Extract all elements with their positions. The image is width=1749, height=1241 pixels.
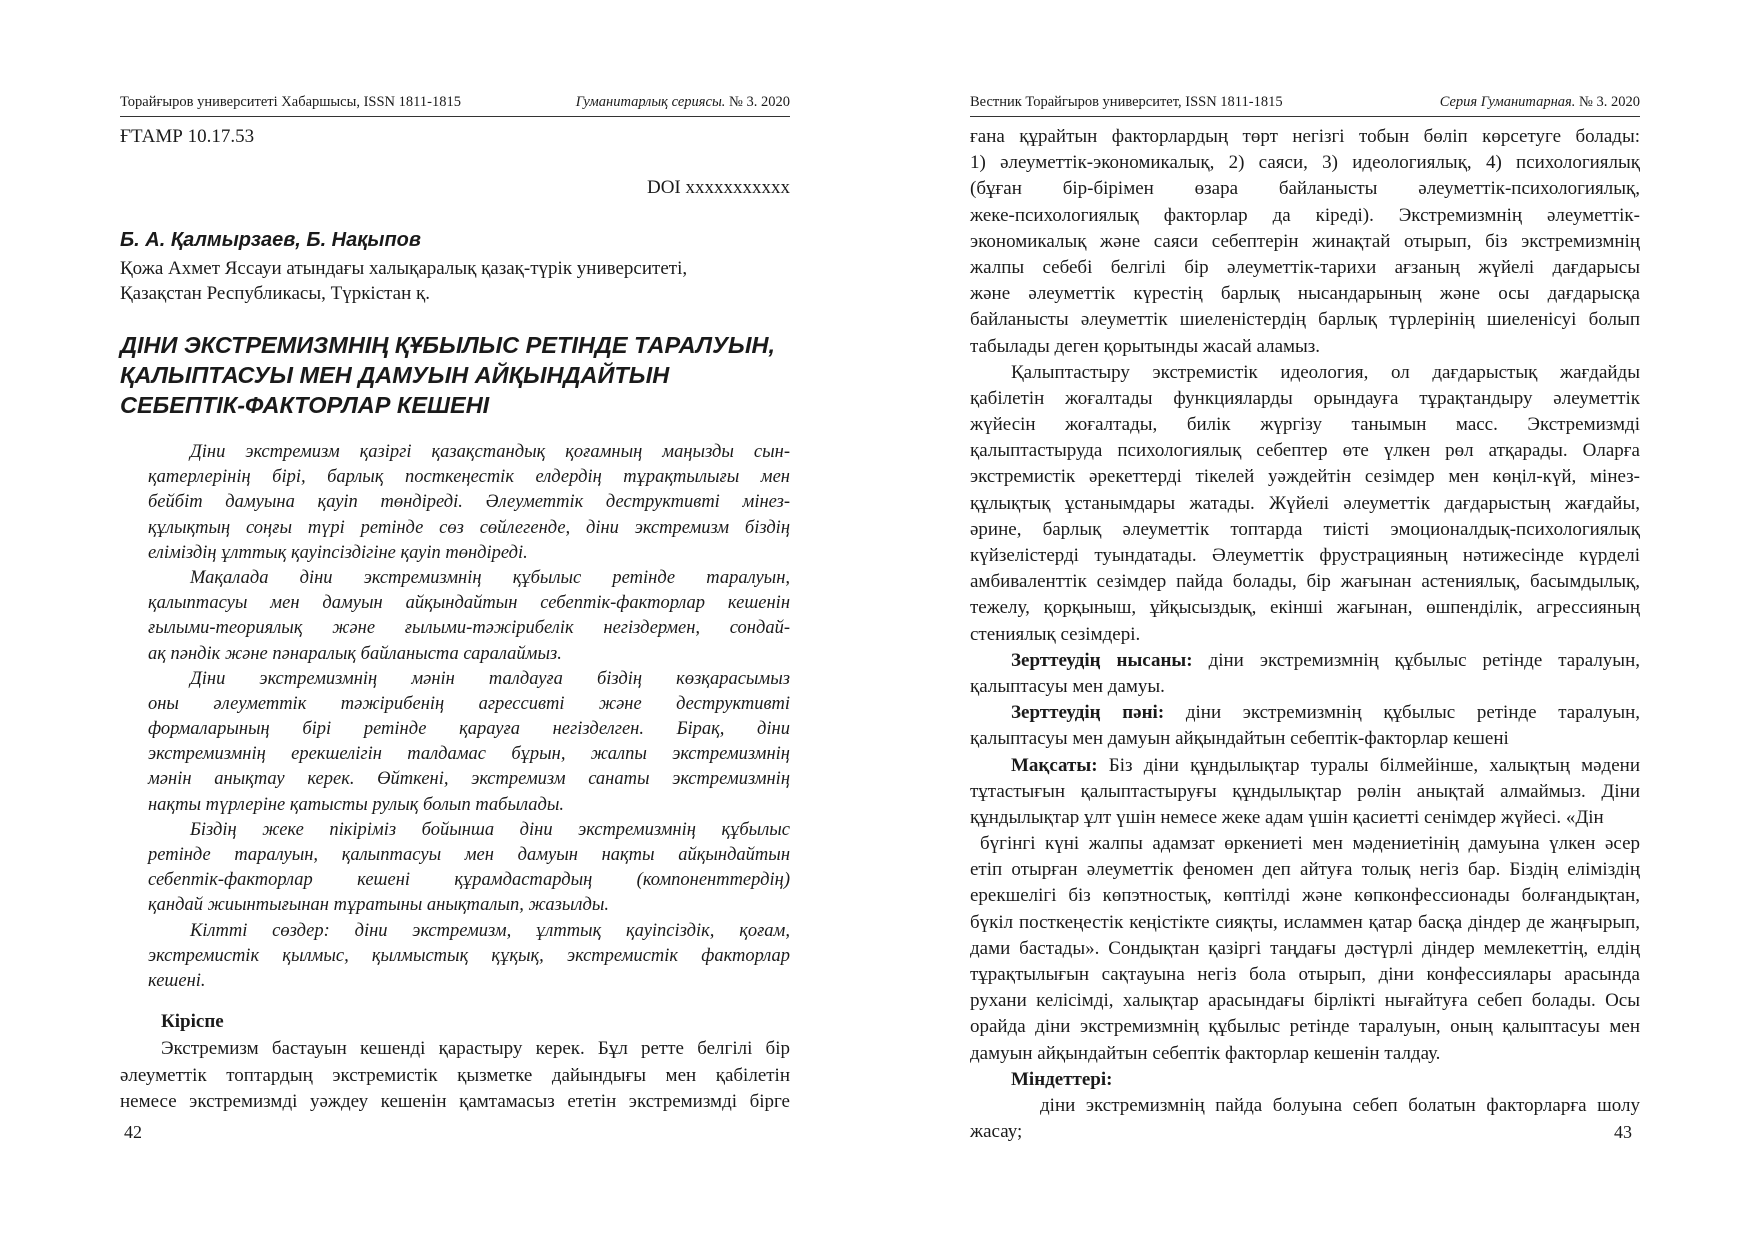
body-line: бүгінгі күні жалпы адамзат өркениеті мен мәдениетінің дамуына үлкен әсер: [980, 833, 1640, 855]
abstract-line: экстремизмнің ерекшелігін талдамас бұрын, жалпы экстремизмнің: [148, 744, 790, 765]
abstract-line: Діни экстремизмнің мәнін талдауға біздің көзқарасымыз: [190, 668, 790, 689]
abstract-line: формаларының бірі ретінде қарауға негізделген. Бірақ, діни: [148, 719, 790, 740]
body-line: ғана құрайтын факторлардың төрт негізгі тобын бөліп көрсетуге болады:: [970, 126, 1640, 147]
body-line: экономикалық және саяси себептерін жинақтай отырып, біз экстремизмнің: [970, 230, 1640, 252]
tasks-heading: [970, 1067, 1640, 1093]
abstract-line: қатерлерінің бірі, барлық посткеңестік елдердің тұрақтылығы мен: [148, 467, 790, 488]
body-text: [970, 124, 1640, 1145]
authors: Б. А. Қалмырзаев, Б. Нақыпов: [120, 229, 421, 251]
section-heading-intro: Кіріспе: [161, 1011, 224, 1032]
title-line: ДІНИ ЭКСТРЕМИЗМНІҢ ҚҰБЫЛЫС РЕТІНДЕ ТАРАЛУЫН,: [120, 332, 775, 358]
body-line: қалыптасуы мен дамуын айқындайтын себептік-факторлар кешені: [970, 728, 1509, 750]
body-line: әлеуметтік топтардың экстремистік қызметке дайындығы мен қабілетін: [120, 1064, 790, 1086]
body-line: Қалыптастыру экстремистік идеология, ол дағдарыстық жағдайды: [1011, 361, 1640, 383]
body-line: жалпы себебі белгілі бір әлеуметтік-тарихи ағзаның жүйелі дағдарысы: [970, 256, 1640, 278]
body-line: әрине, барлық әлеуметтік топтарда тиісті эмоционалдық-психологиялық: [970, 518, 1640, 540]
affiliation-line: Қазақстан Республикасы, Түркістан қ.: [120, 283, 431, 304]
abstract-line: Мақалада діни экстремизмнің құбылыс ретінде таралуын,: [190, 567, 790, 588]
series-name: Серия Гуманитарная.: [1439, 94, 1576, 110]
abstract-line: қалыптасуы мен дамуын айқындайтын себептік-факторлар кешенін: [148, 593, 790, 614]
body-line: тұрақтылығын сақтауына негіз бола отырып, діни конфессиялары арасында: [970, 964, 1640, 985]
abstract-line: Біздің жеке пікіріміз бойынша діни экстремизмнің құбылыс: [190, 819, 790, 840]
body-line: 1) әлеуметтік-экономикалық, 2) саяси, 3) идеологиялық, 4) психологиялық: [970, 152, 1640, 174]
body-line: құлықтық ұстанымдары жатады. Жүйелі әлеуметтік дағдарыстың жағдайы,: [970, 492, 1640, 514]
abstract-line: мәнін анықтау керек. Өйткені, экстремизм санаты экстремизмнің: [148, 769, 790, 790]
running-head: [970, 92, 1640, 117]
abstract: [148, 440, 790, 994]
body-line: жасау;: [970, 1121, 1023, 1143]
abstract-line: қандай жиынтығынан тұратыны анықталып, жазылды.: [148, 895, 610, 916]
body-line: бүкіл посткеңестік кеңістікте сияқты, исламмен қатар басқа діндер де жаңғырып,: [970, 911, 1640, 933]
affiliation-line: Қожа Ахмет Яссауи атындағы халықаралық қазақ-түрік университеті,: [120, 258, 688, 279]
body-line: күйзелістерді туындатады. Әлеуметтік фрустрацияның нәтижесінде күрделі: [970, 545, 1640, 566]
keywords-line: кешені.: [148, 970, 206, 991]
right-page: [970, 0, 1640, 1241]
abstract-line: себептік-факторлар кешені құрамдастардың (компоненттердің): [148, 870, 790, 891]
abstract-line: ретінде таралуын, қалыптасуы мен дамуын нақты айқындайтын: [148, 845, 790, 865]
body-line: экстремистік әрекеттерді тікелей уәждейтін сезімдер мен көңіл-күй, мінез-: [970, 466, 1640, 488]
body-line: стениялық сезімдері.: [970, 623, 1141, 645]
body-line: орайда діни экстремизмнің құбылыс ретінде таралуын, оның қалыптасуы мен: [970, 1016, 1640, 1038]
body-line: немесе экстремизмді уәждеу кешенін қамтамасыз ететін экстремизмді бірге: [120, 1091, 790, 1112]
tasks-label: Міндеттері:: [1011, 1068, 1113, 1090]
abstract-line: ғылыми-теориялық және ғылыми-тәжірибелік негіздермен, сондай-: [148, 618, 790, 639]
abstract-line: еліміздің ұлттық қауіпсіздігіне қауіп төндіреді.: [148, 542, 528, 563]
series-name: Гуманитарлық сериясы.: [575, 94, 726, 110]
goal-label: Мақсаты:: [1011, 754, 1098, 776]
body-line: байланысты әлеуметтік шиеленістердің барлық түрлерінің шиеленісуі болып: [970, 309, 1640, 331]
left-page: [120, 0, 790, 1241]
body-line: қалыптастыруда психологиялық себептер өте үлкен рөл атқарады. Оларға: [970, 440, 1640, 462]
gramp-code: ҒТАМР 10.17.53: [120, 126, 255, 147]
body-line: рухани келісімді, халықтар арасындағы бірлікті нығайтуға себеп болады. Осы: [970, 990, 1640, 1012]
title-line: СЕБЕПТІК-ФАКТОРЛАР КЕШЕНІ: [120, 392, 490, 418]
body-line: (бұған бір-бірімен өзара байланысты әлеуметтік-психологиялық,: [970, 178, 1640, 200]
body-line: тұтастығын қалыптастыруғы құндылықтар рөлін анықтай алмаймыз. Діни: [970, 780, 1640, 802]
body-line: жүйесін жоғалтады, билік жүргізу танымын масс. Экстремизмді: [970, 414, 1640, 436]
research-subject: Зерттеудің пәні: діни экстремизмнің құбылыс ретінде таралуын,: [1011, 702, 1641, 724]
body-line: тежелу, қорқыныш, ұйқысыздық, екінші жағынан, өшпенділік, агрессияның: [970, 597, 1640, 619]
body-line: амбиваленттік сезімдер пайда болады, бір жағынан астениялық, басымдылық,: [970, 571, 1640, 593]
keywords-line: экстремистік қылмыс, қылмыстық құқық, экстремистік факторлар: [148, 945, 790, 966]
title-line: ҚАЛЫПТАСУЫ МЕН ДАМУЫН АЙҚЫНДАЙТЫН: [120, 362, 670, 388]
abstract-line: бейбіт дамуына қауіп төндіреді. Әлеуметтік деструктивті мінез-: [148, 492, 790, 513]
abstract-line: құлықтың соңғы түрі ретінде сөз сөйлегенде, діни экстремизм біздің: [148, 517, 790, 538]
body-line: қалыптасуы мен дамуы.: [970, 675, 1165, 697]
page-number: 43: [1614, 1122, 1632, 1142]
goal: Мақсаты: Біз діни құндылықтар туралы білмейінше, халықтың мәдени: [1011, 754, 1640, 776]
body-line: жеке-психологиялық факторлар да кіреді). Экстремизмнің әлеуметтік-: [970, 204, 1640, 226]
body-line: дами бастады». Сондықтан қазіргі таңдағы дәстүрлі діндер мемлекеттің, елдің: [970, 937, 1640, 959]
abstract-line: Діни экстремизм қазіргі қазақстандық қоғамның маңызды сын-: [190, 442, 790, 462]
body-line: және әлеуметтік күрестің барлық нысандарының және осы дағдарысқа: [970, 283, 1640, 305]
body-line: ерекшелігі біз көпэтностық, көптілді және көпконфессионады болғандықтан,: [970, 885, 1640, 907]
running-head: [120, 92, 790, 117]
body-line: Экстремизм бастауын кешенді қарастыру керек. Бұл ретте белгілі бір: [161, 1038, 790, 1059]
body-line: табылады деген қорытынды жасай аламыз.: [970, 335, 1321, 357]
body-line: қабілетін жоғалтады функцияларды орындауға тұрақтандыру әлеуметтік: [970, 387, 1640, 409]
issue-number: № 3. 2020: [1579, 94, 1640, 110]
affiliation: [120, 256, 790, 306]
doi: DOI xxxxxxxxxxx: [646, 177, 790, 198]
journal-name: Вестник Торайгыров университет, ISSN 1811-1815: [970, 94, 1283, 110]
page-number: 42: [124, 1122, 142, 1142]
abstract-line: ақ пәндік және пәнаралық байланыста саралаймыз.: [148, 643, 562, 664]
research-subject-label: Зерттеудің пәні:: [1011, 702, 1165, 724]
abstract-line: оны әлеуметтік тәжірибенің агрессивті және деструктивті: [148, 693, 790, 714]
intro-text: [120, 1036, 790, 1116]
abstract-line: нақты түрлеріне қатысты рулық болып табылады.: [148, 794, 565, 815]
body-line: дамуын айқындайтын себептік факторлар кешенін талдау.: [970, 1042, 1441, 1064]
issue-number: № 3. 2020: [729, 94, 790, 110]
research-object-label: Зерттеудің нысаны:: [1011, 649, 1193, 671]
research-object: Зерттеудің нысаны: діни экстремизмнің құбылыс ретінде таралуын,: [1011, 649, 1640, 671]
series-issue: [576, 94, 790, 111]
series-issue: [1440, 94, 1640, 111]
body-line: діни экстремизмнің пайда болуына себеп болатын факторларға шолу: [1040, 1094, 1640, 1116]
journal-name: Торайғыров университеті Хабаршысы, ISSN 1811-1815: [120, 94, 461, 110]
body-line: құндылықтар ұлт үшін немесе жеке адам үшін қасиетті сенімдер жүйесі. «Дін: [970, 806, 1604, 828]
article-title: [120, 330, 800, 420]
keywords-line: Кілтті сөздер: діни экстремизм, ұлттық қауіпсіздік, қоғам,: [190, 920, 790, 941]
body-line: етіп отырған әлеуметтік феномен деп айтуға толық негіз бар. Біздің еліміздің: [970, 859, 1640, 881]
